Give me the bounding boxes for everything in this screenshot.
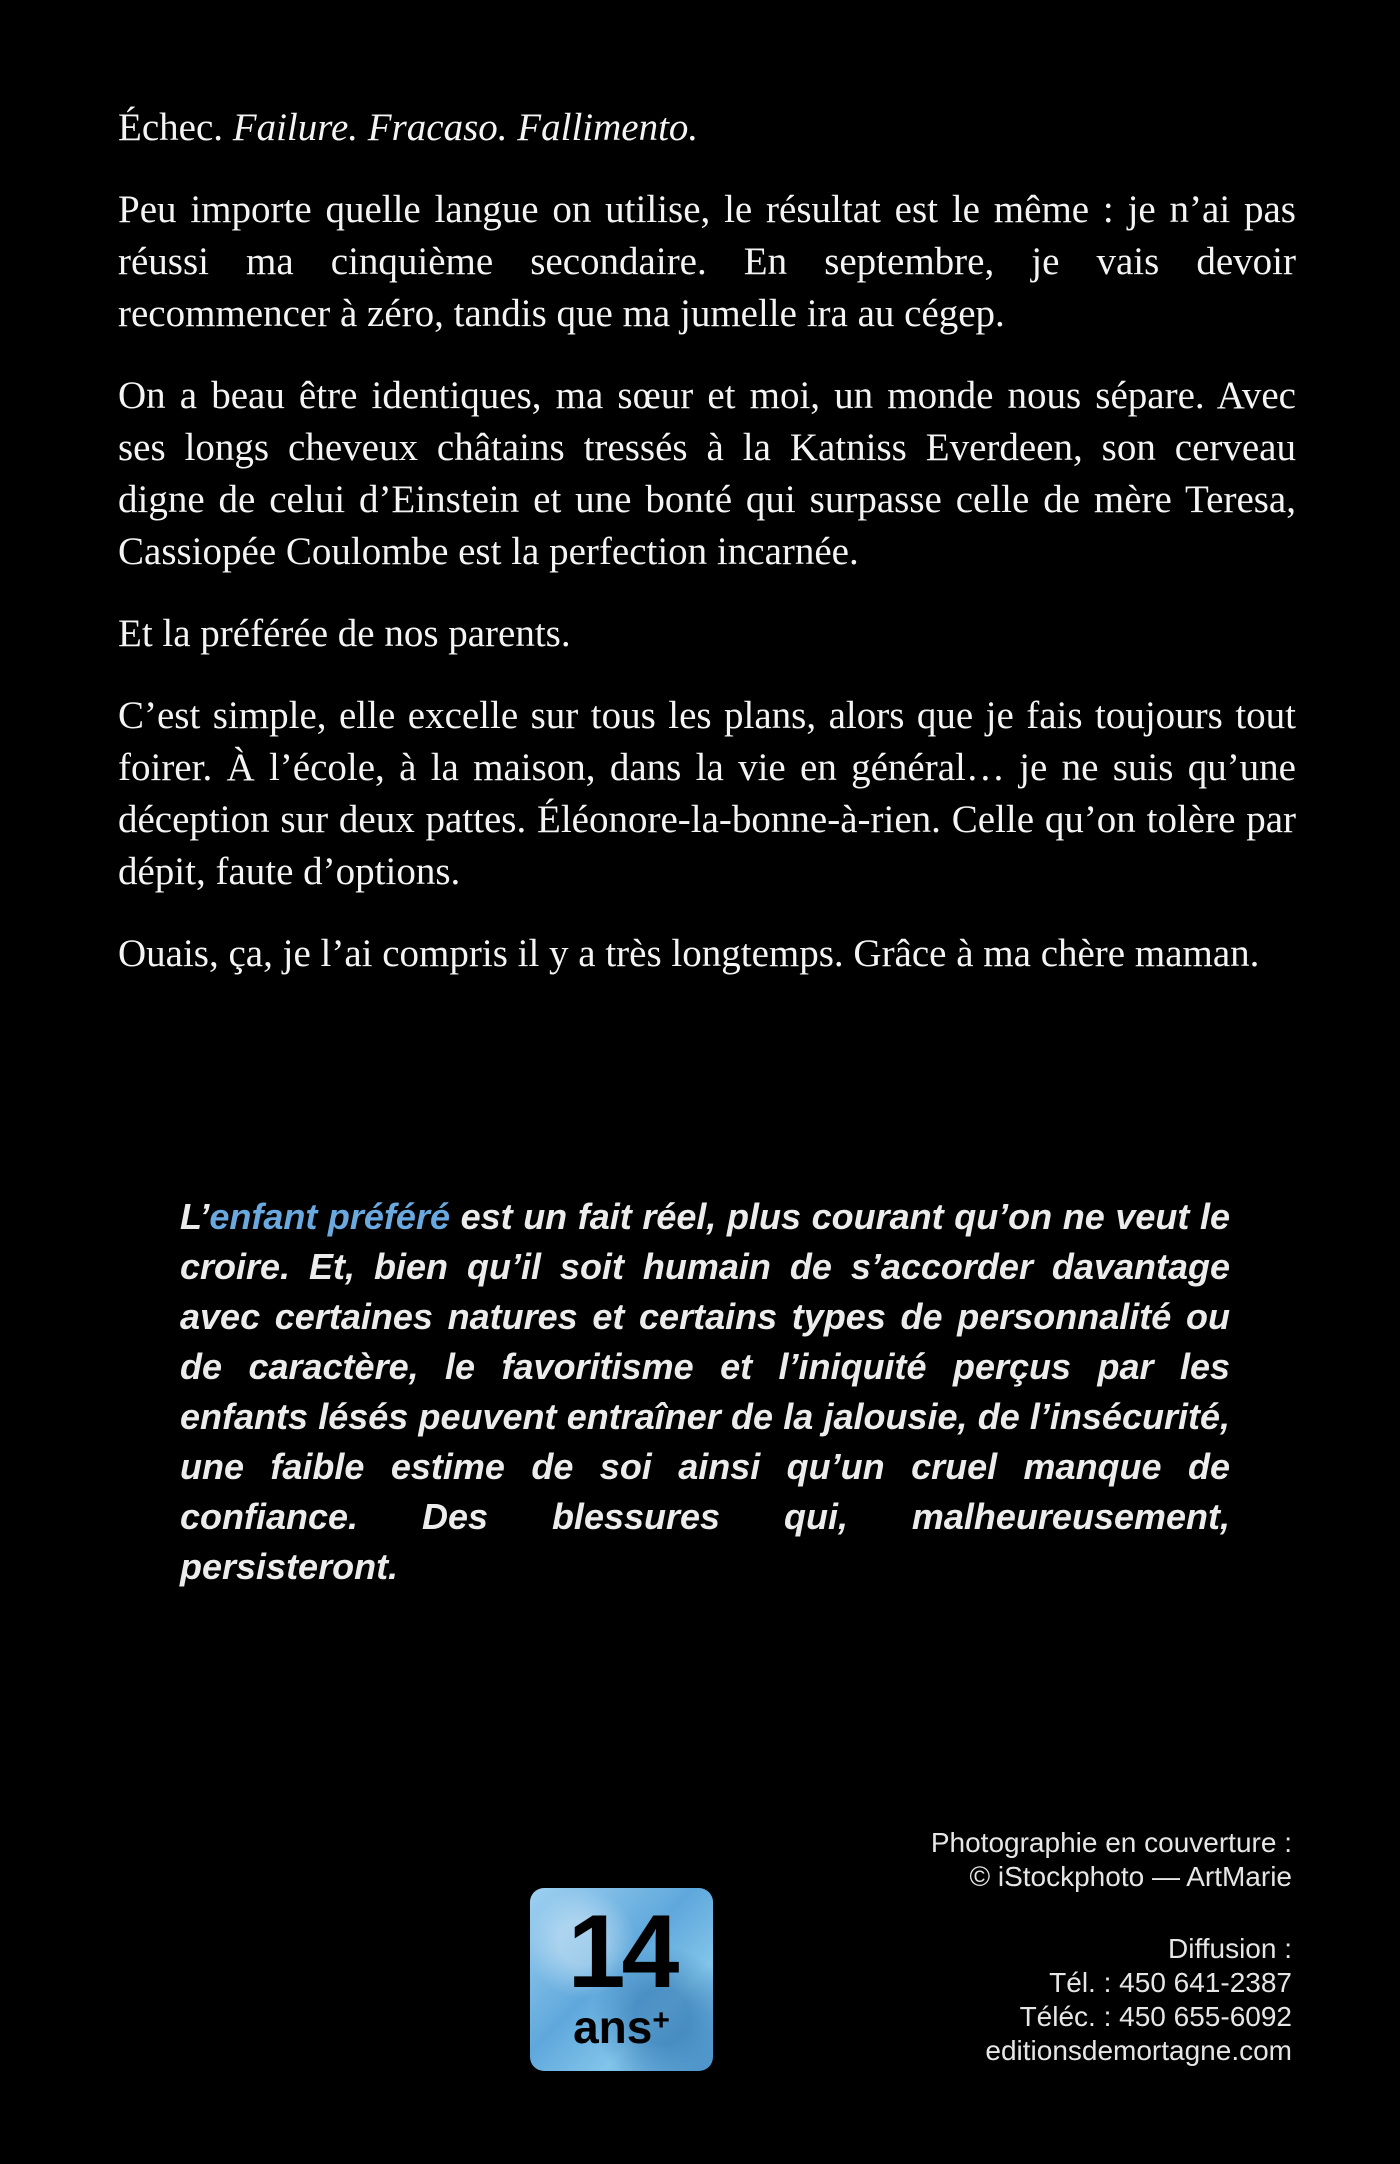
- series-pitch: [180, 1192, 1230, 1592]
- blurb-italic-translations: Failure. Fracaso. Fallimento.: [232, 106, 699, 149]
- pitch-prefix: L’: [180, 1196, 210, 1237]
- age-rating-unit-row: [530, 2002, 713, 2052]
- pitch-title-highlight: enfant préféré: [209, 1196, 450, 1237]
- age-rating-plus: +: [652, 2004, 670, 2037]
- age-rating-badge: [530, 1888, 713, 2071]
- diffusion-label: Diffusion :: [1168, 1933, 1292, 1964]
- blurb-paragraph-4: Et la préférée de nos parents.: [118, 612, 571, 655]
- back-cover-blurb: [118, 102, 1296, 1010]
- pitch-text: est un fait réel, plus courant qu’on ne veut le croire. Et, bien qu’il soit humain de s’accorder davantage avec certaines natures et certains types de personnalité ou de caractère, le favoritisme et l’iniquité perçus par les enfants lésés peuvent entraîner de la jalousie, de l’insécurité, une faible estime de soi ainsi qu’un cruel manque de confiance. Des blessures qui, malheureusement, persisteront.: [180, 1196, 1230, 1587]
- blurb-paragraph-3: On a beau être identiques, ma sœur et moi, un monde nous sépare. Avec ses longs cheveux châtains tressés à la Katniss Everdeen, son cerveau digne de celui d’Einstein et une bonté qui surpasse celle de mère Teresa, Cassiopée Coulombe est la perfection incarnée.: [118, 374, 1296, 573]
- blurb-paragraph-2: Peu importe quelle langue on utilise, le résultat est le même : je n’ai pas réussi ma cinquième secondaire. En septembre, je vais devoir recommencer à zéro, tandis que ma jumelle ira au cégep.: [118, 188, 1296, 335]
- photo-credit-label: Photographie en couverture :: [930, 1827, 1292, 1858]
- fax-number: Téléc. : 450 655-6092: [1019, 2001, 1292, 2032]
- phone-number: Tél. : 450 641-2387: [1049, 1967, 1292, 1998]
- blurb-paragraph-6: Ouais, ça, je l’ai compris il y a très longtemps. Grâce à ma chère maman.: [118, 932, 1260, 975]
- publisher-credits: [772, 1826, 1292, 2068]
- age-rating-unit: ans: [573, 2001, 653, 2053]
- blurb-paragraph-5: C’est simple, elle excelle sur tous les plans, alors que je fais toujours tout foirer. À l’école, à la maison, dans la vie en général… je ne suis qu’une déception sur deux pattes. Éléonore-la-bonne-à-rien. Celle qu’on tolère par dépit, faute d’options.: [118, 694, 1296, 893]
- credits-spacer: [772, 1894, 1292, 1932]
- age-rating-number: 14: [567, 1894, 676, 2010]
- publisher-website: editionsdemortagne.com: [985, 2035, 1292, 2066]
- photo-credit: © iStockphoto — ArtMarie: [969, 1861, 1292, 1892]
- blurb-paragraph-1: [118, 102, 1296, 154]
- blurb-lead-word: Échec.: [118, 106, 224, 149]
